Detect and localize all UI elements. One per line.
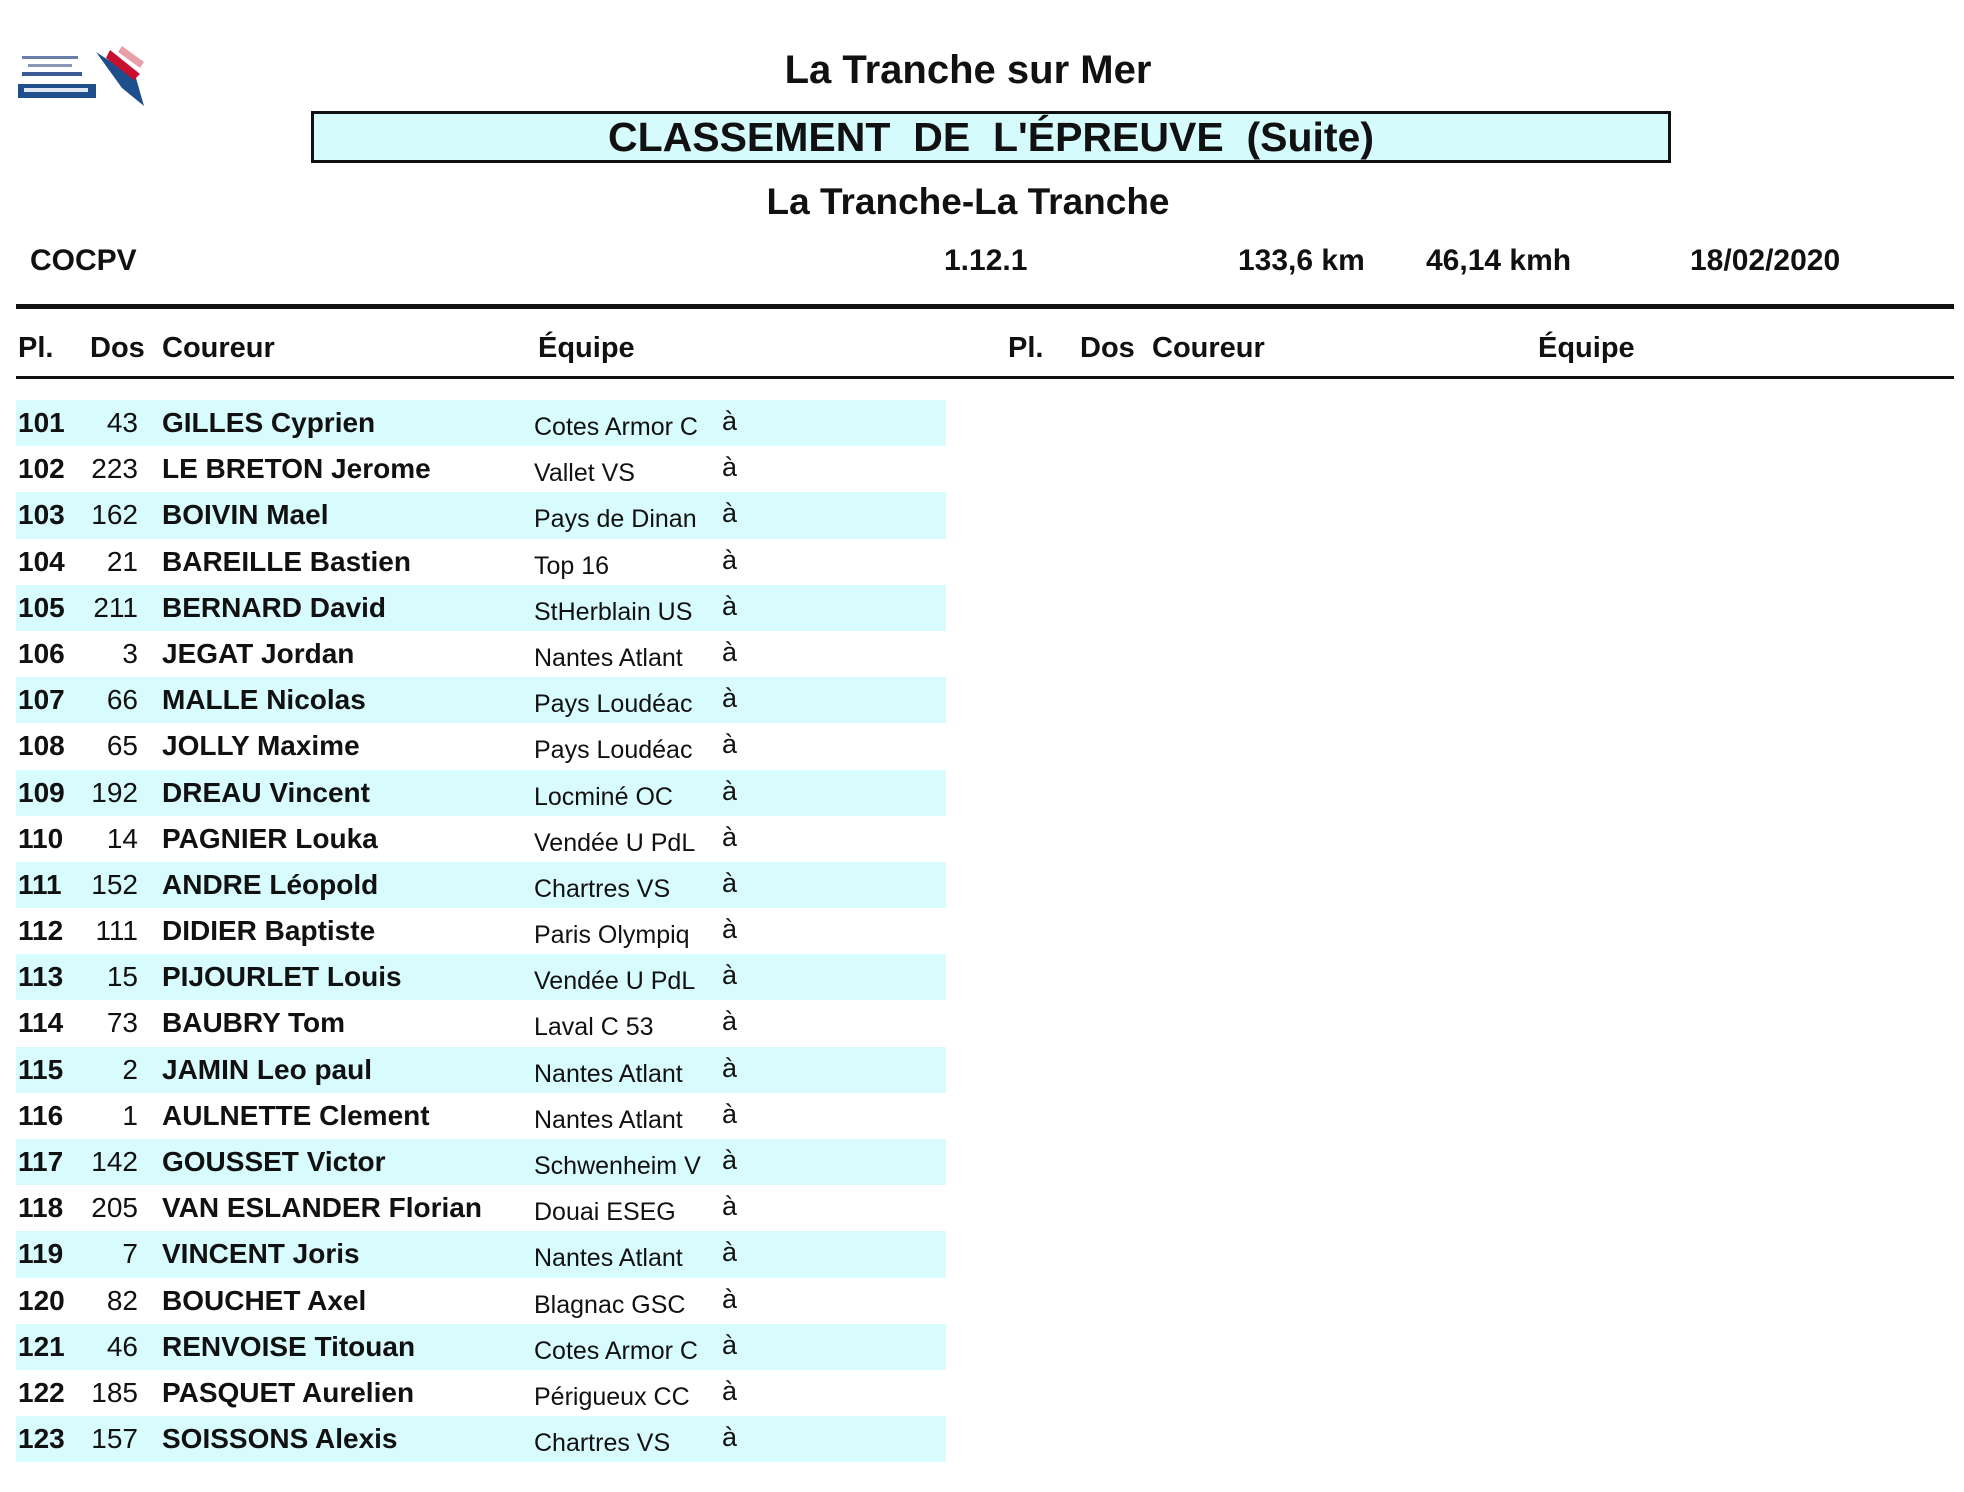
result-place: 123 (18, 1423, 65, 1455)
result-bib: 21 (106, 545, 138, 577)
result-rider: ANDRE Léopold (162, 868, 379, 900)
result-gap: à (722, 1375, 738, 1406)
result-team: Blagnac GSC (534, 1290, 686, 1319)
result-row (16, 400, 946, 446)
result-rider: GOUSSET Victor (162, 1146, 386, 1177)
result-place: 108 (18, 730, 65, 762)
result-gap: à (722, 1006, 738, 1037)
result-place: 101 (18, 407, 65, 438)
result-place: 106 (18, 637, 65, 669)
result-place: 111 (18, 868, 62, 900)
result-row (16, 1185, 946, 1231)
result-place: 103 (18, 499, 65, 531)
result-gap: à (722, 636, 738, 667)
result-gap: à (722, 590, 738, 621)
result-gap: à (722, 452, 738, 483)
result-team: StHerblain US (534, 597, 693, 626)
result-rider: PAGNIER Louka (162, 822, 378, 854)
result-place: 117 (18, 1146, 64, 1177)
result-bib: 73 (106, 1007, 138, 1039)
result-bib: 162 (91, 499, 138, 531)
result-bib: 152 (91, 868, 138, 900)
result-row (16, 492, 946, 538)
result-team: Top 16 (534, 551, 610, 580)
result-rider: BOUCHET Axel (162, 1284, 367, 1316)
result-gap: à (722, 1145, 738, 1175)
result-gap: à (722, 775, 738, 806)
result-rider: DREAU Vincent (162, 776, 370, 808)
result-bib: 185 (91, 1376, 138, 1408)
result-gap: à (722, 544, 738, 575)
result-bib: 157 (91, 1423, 138, 1455)
result-gap: à (722, 1098, 738, 1129)
result-team: Cotes Armor C (534, 1336, 698, 1365)
col-header-equipe: Équipe (538, 332, 635, 364)
result-team: Vallet VS (534, 459, 635, 488)
stage-name: La Tranche-La Tranche (766, 181, 1170, 222)
col-header-dos-right: Dos (1080, 332, 1135, 364)
result-team: Schwenheim V (534, 1152, 701, 1180)
result-row (16, 446, 946, 492)
result-place: 113 (18, 961, 64, 993)
result-bib: 192 (91, 776, 138, 808)
organizer-code: COCPV (30, 244, 137, 277)
result-row (16, 1047, 946, 1093)
result-place: 116 (18, 1099, 64, 1131)
result-row (16, 1370, 946, 1416)
results-table (16, 400, 946, 1462)
col-header-coureur: Coureur (162, 332, 275, 364)
result-place: 105 (18, 591, 65, 623)
result-gap: à (722, 821, 738, 852)
result-gap: à (722, 960, 738, 991)
result-rider: BAREILLE Bastien (162, 545, 411, 577)
race-distance: 133,6 km (1238, 244, 1365, 277)
column-header-divider (16, 376, 1954, 379)
result-rider: PASQUET Aurelien (162, 1376, 415, 1408)
result-team: Nantes Atlant (534, 1244, 683, 1273)
result-place: 109 (18, 776, 65, 808)
result-gap: à (722, 914, 738, 945)
result-rider: BERNARD David (162, 591, 387, 623)
result-gap: à (722, 729, 738, 760)
col-header-dos: Dos (90, 332, 145, 364)
result-row (16, 862, 946, 908)
result-gap: à (722, 867, 738, 898)
result-team: Chartres VS (534, 1429, 671, 1458)
result-row (16, 770, 946, 816)
result-place: 104 (18, 545, 65, 577)
ranking-title: CLASSEMENT DE L'ÉPREUVE (Suite) (311, 111, 1671, 163)
result-place: 114 (18, 1007, 64, 1039)
result-team: Cotes Armor C (534, 413, 698, 441)
result-rider: VAN ESLANDER Florian (162, 1192, 482, 1224)
result-row (16, 631, 946, 677)
result-bib: 2 (122, 1053, 138, 1085)
result-gap: à (722, 1237, 738, 1268)
stage-code: 1.12.1 (944, 244, 1028, 277)
result-rider: BAUBRY Tom (162, 1007, 346, 1039)
result-rider: BOIVIN Mael (162, 499, 329, 531)
result-row (16, 1231, 946, 1277)
result-row (16, 954, 946, 1000)
result-bib: 111 (95, 915, 138, 947)
result-team: Vendée U PdL (534, 967, 696, 996)
result-team: Locminé OC (534, 782, 673, 811)
header-divider (16, 304, 1954, 309)
result-team: Nantes Atlant (534, 1105, 683, 1134)
result-place: 121 (18, 1330, 65, 1362)
result-rider: RENVOISE Titouan (162, 1330, 416, 1362)
col-header-coureur-right: Coureur (1152, 332, 1265, 364)
result-gap: à (722, 1191, 738, 1222)
result-bib: 1 (122, 1099, 138, 1131)
race-date: 18/02/2020 (1690, 244, 1841, 277)
result-team: Nantes Atlant (534, 1059, 683, 1088)
result-gap: à (722, 1283, 738, 1314)
result-team: Paris Olympiq (534, 921, 690, 950)
result-rider: JOLLY Maxime (162, 730, 360, 762)
result-place: 110 (18, 822, 64, 854)
result-bib: 46 (106, 1330, 138, 1362)
result-row (16, 1416, 946, 1462)
result-rider: MALLE Nicolas (162, 684, 366, 716)
result-place: 112 (18, 915, 64, 947)
result-bib: 82 (106, 1284, 138, 1316)
result-rider: PIJOURLET Louis (162, 961, 402, 993)
result-gap: à (722, 498, 738, 529)
result-row (16, 1139, 946, 1185)
result-row (16, 677, 946, 723)
result-gap: à (722, 1329, 738, 1360)
result-bib: 43 (106, 407, 138, 438)
result-place: 122 (18, 1376, 65, 1408)
result-bib: 65 (106, 730, 138, 762)
result-team: Vendée U PdL (534, 828, 696, 857)
col-header-equipe-right: Équipe (1538, 332, 1635, 364)
result-rider: JEGAT Jordan (162, 637, 355, 669)
result-team: Pays de Dinan (534, 505, 697, 534)
result-row (16, 1324, 946, 1370)
result-rider: LE BRETON Jerome (162, 453, 431, 485)
result-rider: JAMIN Leo paul (162, 1053, 373, 1085)
result-rider: AULNETTE Clement (162, 1099, 430, 1131)
result-row (16, 816, 946, 862)
result-bib: 142 (91, 1146, 138, 1177)
result-bib: 3 (122, 637, 138, 669)
result-gap: à (722, 1052, 738, 1083)
result-row (16, 908, 946, 954)
venue-title: La Tranche sur Mer (784, 48, 1152, 92)
result-bib: 14 (106, 822, 138, 854)
result-row (16, 723, 946, 769)
result-place: 107 (18, 684, 65, 716)
result-place: 102 (18, 453, 65, 485)
result-gap: à (722, 406, 738, 436)
result-rider: GILLES Cyprien (162, 407, 376, 438)
result-rider: DIDIER Baptiste (162, 915, 376, 947)
result-bib: 7 (122, 1238, 138, 1270)
result-gap: à (722, 1422, 738, 1453)
average-speed: 46,14 kmh (1426, 244, 1572, 277)
result-place: 119 (18, 1238, 64, 1270)
result-team: Laval C 53 (534, 1013, 654, 1042)
result-place: 118 (18, 1192, 64, 1224)
result-team: Pays Loudéac (534, 690, 693, 719)
result-bib: 66 (106, 684, 138, 716)
result-bib: 15 (106, 961, 138, 993)
result-bib: 211 (93, 591, 138, 623)
result-bib: 223 (91, 453, 138, 485)
result-bib: 205 (91, 1192, 138, 1224)
result-team: Douai ESEG (534, 1198, 676, 1227)
result-team: Périgueux CC (534, 1382, 690, 1411)
result-place: 120 (18, 1284, 65, 1316)
result-row (16, 585, 946, 631)
col-header-pl: Pl. (18, 332, 54, 364)
result-rider: VINCENT Joris (162, 1238, 360, 1270)
result-row (16, 539, 946, 585)
result-gap: à (722, 683, 738, 714)
result-team: Chartres VS (534, 874, 671, 903)
result-rider: SOISSONS Alexis (162, 1423, 398, 1455)
result-row (16, 1278, 946, 1324)
result-place: 115 (18, 1053, 64, 1085)
result-team: Nantes Atlant (534, 643, 683, 672)
col-header-pl-right: Pl. (1008, 332, 1044, 364)
result-row (16, 1093, 946, 1139)
result-row (16, 1000, 946, 1046)
result-team: Pays Loudéac (534, 736, 693, 765)
